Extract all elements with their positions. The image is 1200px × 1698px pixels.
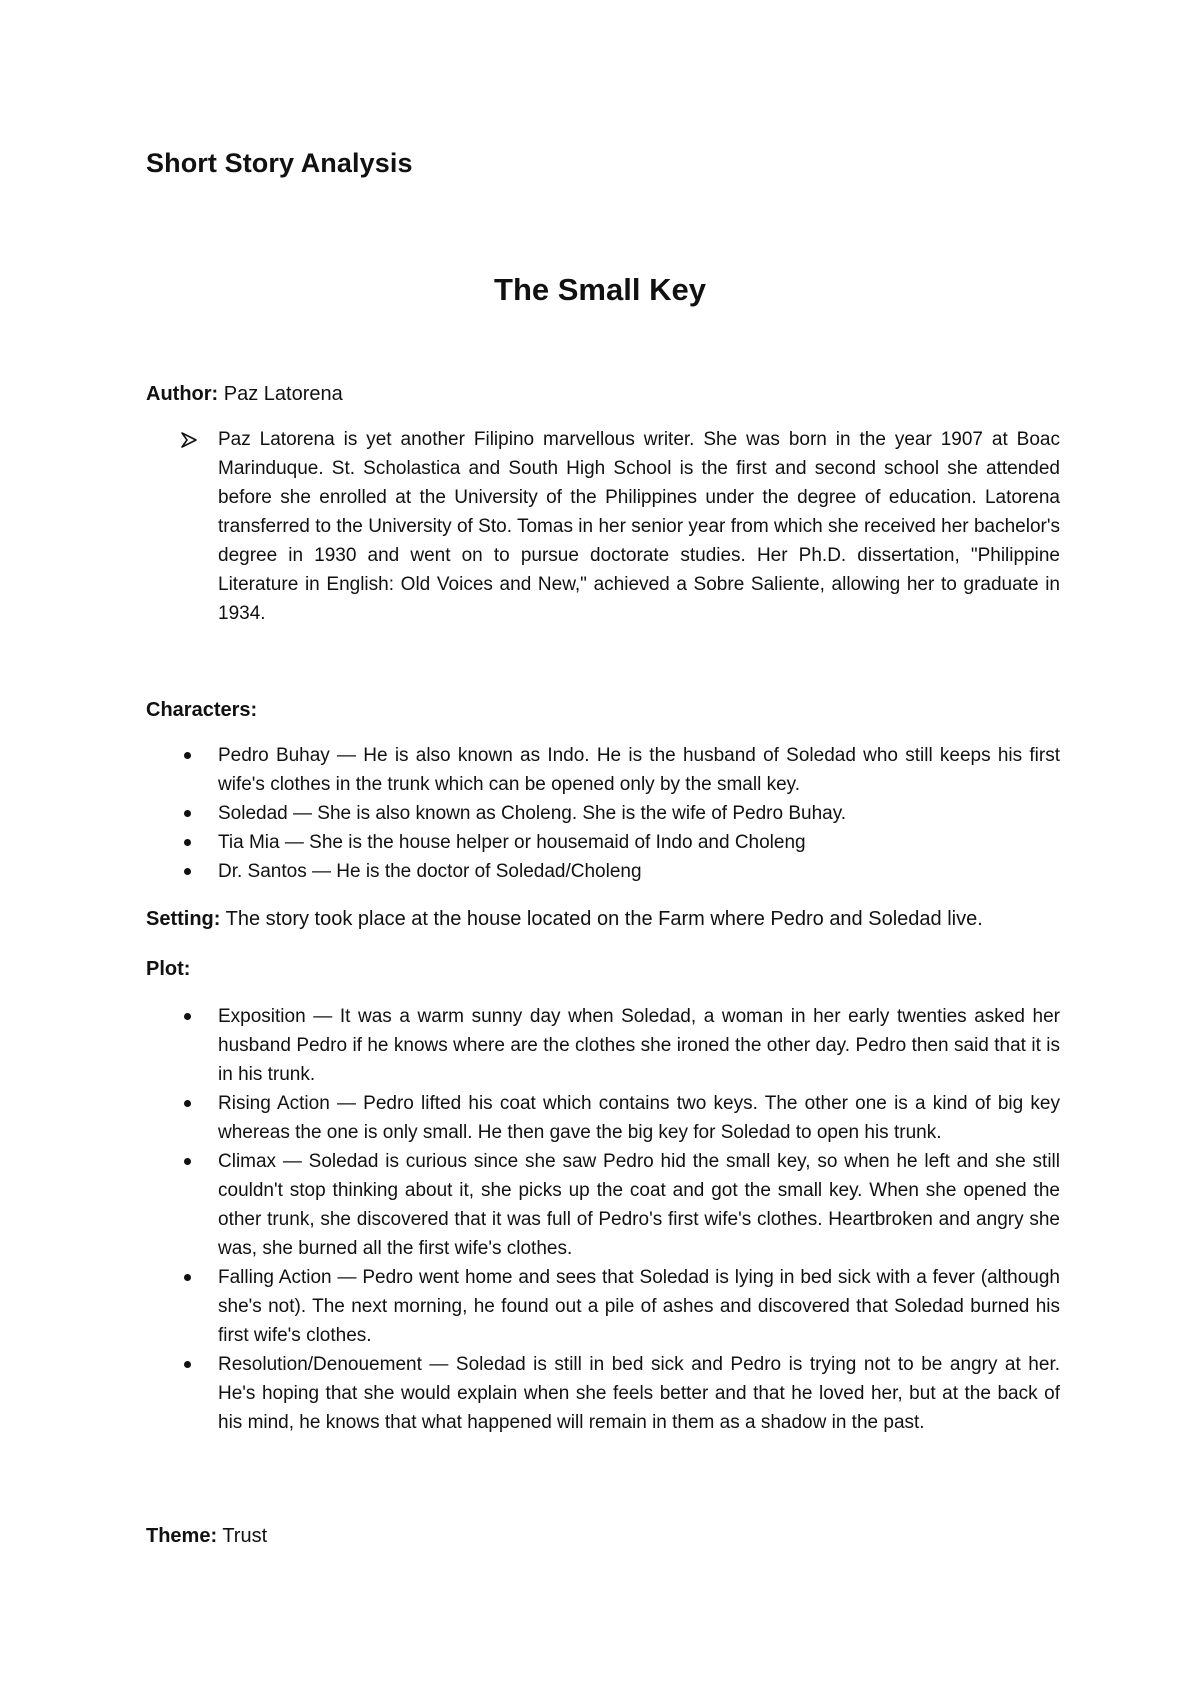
list-item <box>146 1263 1060 1350</box>
author-label: Author: <box>146 383 219 405</box>
characters-label: Characters: <box>146 699 258 721</box>
plot-text: Resolution/Denouement — Soledad is still in bed sick and Pedro is trying not to be angry at her. He's hoping that she would explain when she feels better and that he loved her, but at the back of his mind, he knows that what happened will remain in them as a shadow in the past. <box>218 1354 1060 1433</box>
author-bio-item <box>146 425 1060 628</box>
plot-list <box>146 1002 1060 1437</box>
list-item <box>146 1089 1060 1147</box>
bullet-dot-icon <box>184 1013 191 1020</box>
list-item <box>146 1147 1060 1263</box>
plot-heading <box>146 955 1080 984</box>
theme-line <box>146 1522 1080 1551</box>
document-heading: Short Story Analysis <box>146 148 413 178</box>
author-name: Paz Latorena <box>223 383 343 405</box>
bullet-dot-icon <box>184 1158 191 1165</box>
setting-line <box>146 905 1080 934</box>
character-text: Pedro Buhay — He is also known as Indo. He is the husband of Soledad who still keeps his first wife's clothes in the trunk which can be opened only by the small key. <box>218 745 1060 795</box>
bullet-dot-icon <box>184 839 191 846</box>
bullet-dot-icon <box>184 810 191 817</box>
list-item <box>146 828 1060 857</box>
list-item <box>146 799 1060 828</box>
theme-text: Trust <box>222 1525 268 1547</box>
theme-label: Theme: <box>146 1525 218 1547</box>
character-text: Tia Mia — She is the house helper or housemaid of Indo and Choleng <box>218 832 806 853</box>
setting-label: Setting: <box>146 908 221 930</box>
story-title: The Small Key <box>494 272 706 307</box>
bullet-dot-icon <box>184 752 191 759</box>
plot-text: Falling Action — Pedro went home and sees that Soledad is lying in bed sick with a fever (although she's not). The next morning, he found out a pile of ashes and discovered that Soledad burned his first wife's clothes. <box>218 1267 1060 1346</box>
setting-text: The story took place at the house located on the Farm where Pedro and Soledad live. <box>225 908 983 930</box>
character-text: Soledad — She is also known as Choleng. She is the wife of Pedro Buhay. <box>218 803 847 824</box>
author-line <box>146 380 1080 409</box>
bullet-dot-icon <box>184 1361 191 1368</box>
list-item <box>146 1350 1060 1437</box>
list-item <box>146 741 1060 799</box>
plot-text: Rising Action — Pedro lifted his coat which contains two keys. The other one is a kind of big key whereas the one is only small. He then gave the big key for Soledad to open his trunk. <box>218 1093 1060 1143</box>
author-bio: Paz Latorena is yet another Filipino marvellous writer. She was born in the year 1907 at Boac Marinduque. St. Scholastica and South High School is the first and second school she attended before she enrolled at the University of the Philippines under the degree of education. Latorena transferred to the University of Sto. Tomas in her senior year from which she received her bachelor's degree in 1930 and went on to pursue doctorate studies. Her Ph.D. dissertation, "Philippine Literature in English: Old Voices and New," achieved a Sobre Saliente, allowing her to graduate in 1934. <box>218 429 1060 624</box>
bullet-dot-icon <box>184 1100 191 1107</box>
plot-text: Exposition — It was a warm sunny day when Soledad, a woman in her early twenties asked her husband Pedro if he knows where are the clothes she ironed the other day. Pedro then said that it is in his trunk. <box>218 1006 1060 1085</box>
bullet-dot-icon <box>184 1274 191 1281</box>
list-item <box>146 1002 1060 1089</box>
plot-text: Climax — Soledad is curious since she saw Pedro hid the small key, so when he left and she still couldn't stop thinking about it, she picks up the coat and got the small key. When she opened the other trunk, she discovered that it was full of Pedro's first wife's clothes. Heartbroken and angry she was, she burned all the first wife's clothes. <box>218 1151 1060 1259</box>
characters-heading <box>146 696 1080 725</box>
character-text: Dr. Santos — He is the doctor of Soledad/Choleng <box>218 861 642 882</box>
list-item <box>146 857 1060 886</box>
arrow-bullet-icon <box>180 425 200 458</box>
plot-label: Plot: <box>146 958 191 980</box>
bullet-dot-icon <box>184 868 191 875</box>
characters-list <box>146 741 1060 886</box>
